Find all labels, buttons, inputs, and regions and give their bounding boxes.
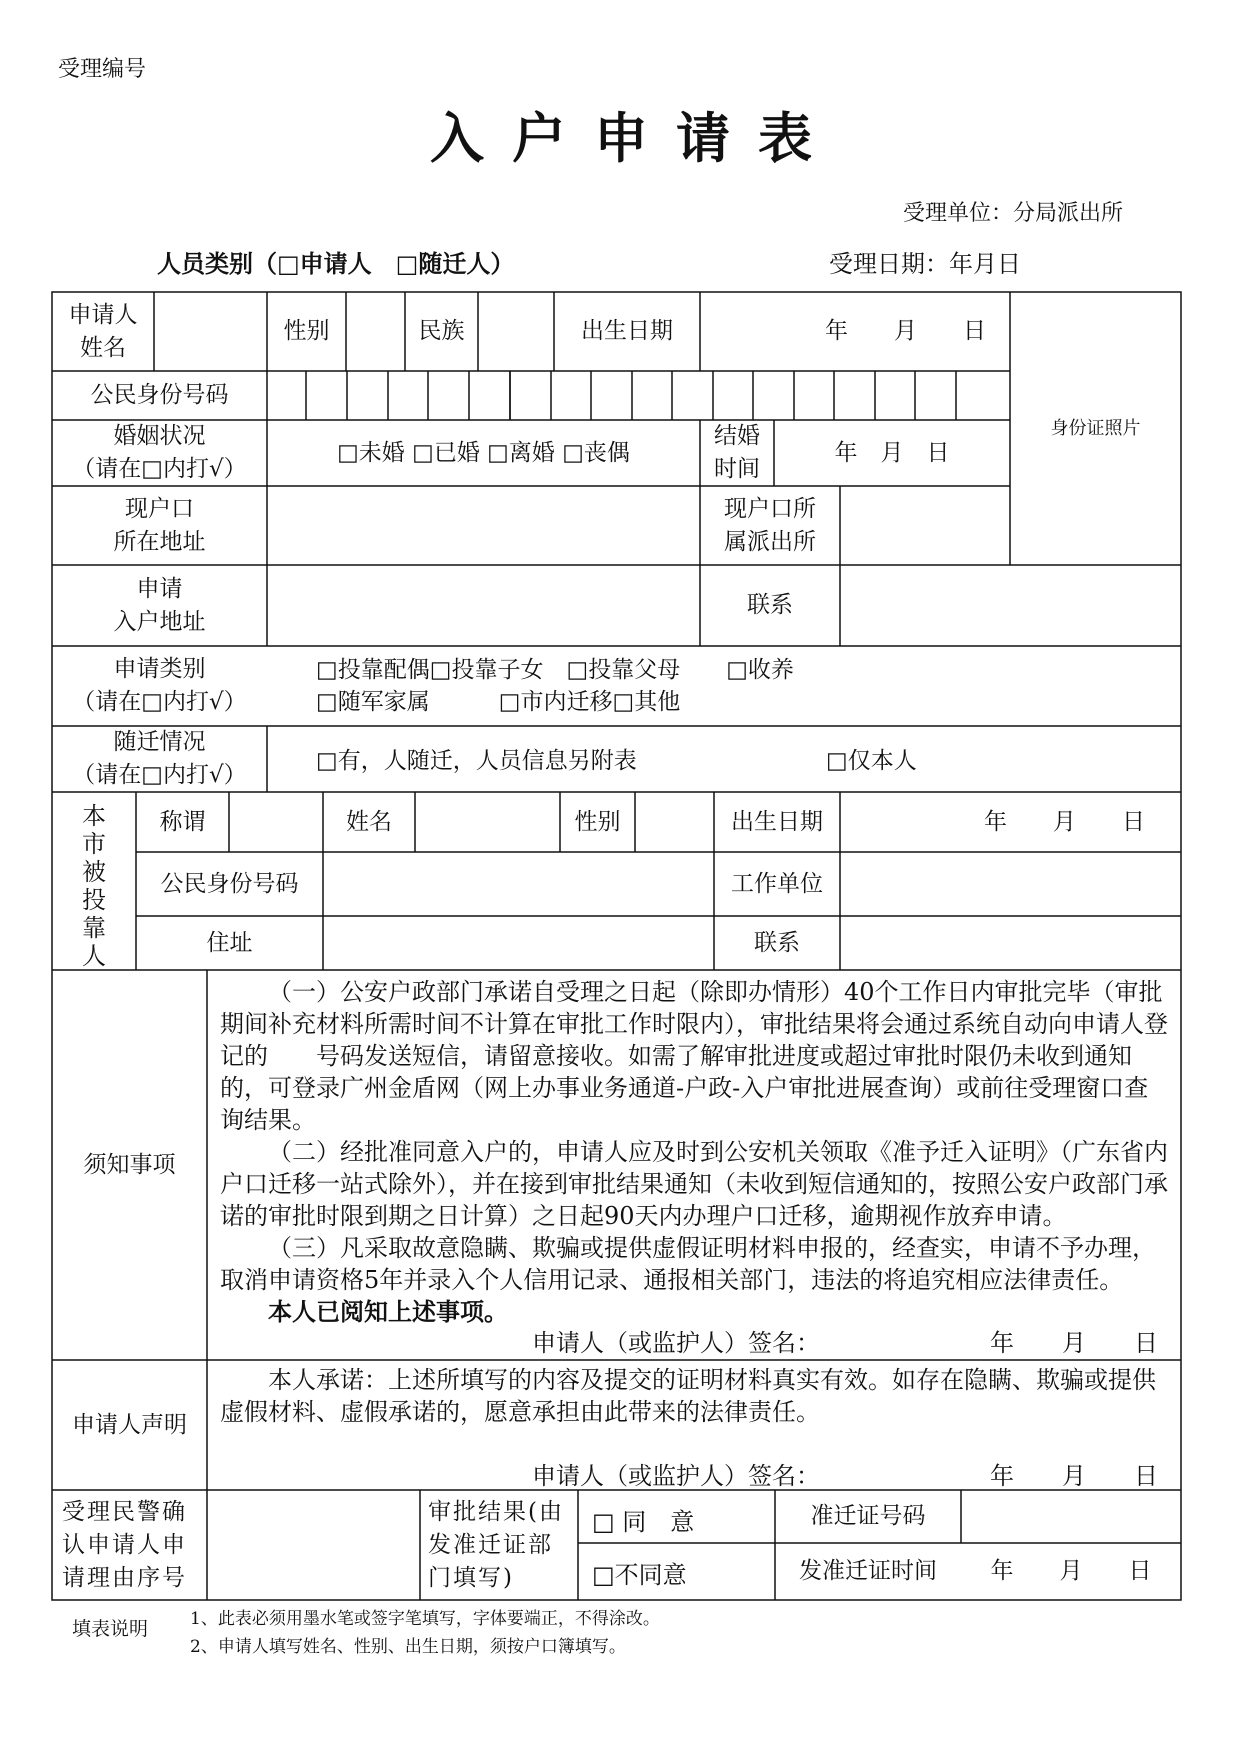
notice-label: 须知事项: [83, 1151, 176, 1178]
police-confirm-label: 受理民警确 认申请人申 请理由序号: [62, 1499, 187, 1591]
ethnicity-field[interactable]: [478, 292, 554, 371]
accept-number-label: 受理编号: [58, 57, 147, 82]
relative-work-field[interactable]: [840, 852, 1181, 916]
applicant-name-label: 申请人 姓名: [68, 301, 138, 361]
id-number-boxes[interactable]: [267, 371, 1010, 420]
notice-paragraph-2: （二）经批准同意入户的，申请人应及时到公安机关领取《准予迁入证明》（广东省内户口迁移一站式除外），并在接到审批结果通知（未收到短信通知的，按照公安户政部门承诺的审批时限到期之日计算）之日起90天内办理户口迁移，逾期视作放弃申请。: [220, 1138, 1168, 1230]
permit-number-field[interactable]: [961, 1490, 1181, 1543]
birth-date-label: 出生日期: [581, 318, 673, 344]
accept-date: 受理日期：年月日: [829, 250, 1021, 278]
gender-field[interactable]: [346, 292, 405, 371]
declaration-text: 本人承诺：上述所填写的内容及提交的证明材料真实有效。如存在隐瞒、欺骗或提供虚假材料、虚假承诺的，愿意承担由此带来的法律责任。: [220, 1366, 1156, 1426]
gender-label: 性别: [283, 318, 330, 344]
declaration-sign-label[interactable]: 申请人（或监护人）签名：: [532, 1462, 820, 1490]
relative-title-label: 称谓: [159, 808, 206, 835]
marital-status-label: 婚姻状况 （请在□内打√）: [72, 423, 247, 482]
id-number-label: 公民身份号码: [90, 382, 229, 408]
relative-title-field[interactable]: [229, 792, 323, 852]
footer-label: 填表说明: [72, 1618, 149, 1640]
apply-address-label: 申请 入户地址: [113, 575, 206, 635]
relative-gender-field[interactable]: [635, 792, 714, 852]
permit-number-label: 准迁证号码: [810, 1503, 926, 1529]
permit-time-field[interactable]: 年 月 日: [990, 1558, 1152, 1584]
apply-address-field[interactable]: [267, 565, 700, 646]
birth-date-field[interactable]: 年 月 日: [825, 318, 986, 344]
declaration-label: 申请人声明: [72, 1411, 187, 1438]
approval-agree-checkbox[interactable]: □ 同 意: [592, 1508, 695, 1536]
relative-contact-field[interactable]: [840, 916, 1181, 970]
marriage-date-field[interactable]: 年 月 日: [834, 439, 950, 466]
contact-label: 联系: [747, 592, 793, 618]
marriage-date-label: 结婚 时间: [714, 423, 760, 482]
relative-name-label: 姓名: [346, 808, 392, 835]
declaration-sign-date[interactable]: 年 月 日: [990, 1462, 1158, 1490]
footer-note-1: 1、此表必须用墨水笔或签字笔填写，字体要端正，不得涂改。: [190, 1609, 660, 1629]
relative-birth-field[interactable]: 年 月 日: [984, 808, 1145, 835]
notice-paragraph-3: （三）凡采取故意隐瞒、欺骗或提供虚假证明材料申报的，经查实，申请不予办理，取消申请资格5年并录入个人信用记录、通报相关部门，违法的将追究相应法律责任。: [220, 1234, 1156, 1294]
apply-type-label: 申请类别 （请在□内打√）: [72, 656, 247, 715]
notice-read-ack: 本人已阅知上述事项。: [268, 1297, 508, 1326]
relative-address-label: 住址: [206, 929, 253, 956]
current-address-field[interactable]: [267, 486, 700, 565]
permit-time-label: 发准迁证时间: [799, 1558, 937, 1584]
relative-contact-label: 联系: [754, 929, 800, 956]
current-address-label: 现户口 所在地址: [113, 495, 206, 555]
ethnicity-label: 民族: [418, 318, 465, 344]
notice-paragraph-1: （一）公安户政部门承诺自受理之日起（除即办情形）40个工作日内审批完毕（审批期间补充材料所需时间不计算在审批工作时限内），审批结果将会通过系统自动向申请人登记的 号码发送短信，请留意接收。如需了解审批进度或超过审批时限仍未收到通知的，可登录广州金盾网（网上办事业务通道-户政-入户审批进展查询）或前往受理窗口查询结果。: [220, 978, 1168, 1134]
relative-birth-label: 出生日期: [731, 808, 823, 835]
applicant-name-field[interactable]: [154, 292, 267, 371]
relative-work-label: 工作单位: [731, 870, 823, 897]
current-police-station-field[interactable]: [840, 486, 1010, 565]
current-police-station-label: 现户口所 属派出所: [724, 495, 816, 555]
follow-status-label: 随迁情况 （请在□内打√）: [72, 729, 247, 788]
notice-sign-label[interactable]: 申请人（或监护人）签名：: [532, 1329, 820, 1357]
accepting-unit: 受理单位：分局派出所: [903, 201, 1124, 226]
marital-status-options[interactable]: □未婚 □已婚 □离婚 □丧偶: [337, 439, 630, 466]
id-photo-area: 身份证照片: [1050, 418, 1141, 439]
contact-field[interactable]: [840, 565, 1181, 646]
police-confirm-field[interactable]: [207, 1490, 420, 1600]
relative-id-label: 公民身份号码: [160, 870, 299, 897]
follow-option-with[interactable]: □有，人随迁，人员信息另附表: [316, 748, 637, 774]
footer-note-2: 2、申请人填写姓名、性别、出生日期，须按户口簿填写。: [190, 1637, 626, 1657]
follow-option-self-only[interactable]: □仅本人: [826, 748, 917, 774]
notice-sign-date[interactable]: 年 月 日: [990, 1329, 1158, 1357]
person-type-checkboxes[interactable]: 人员类别（□申请人 □随迁人）: [157, 249, 515, 278]
relative-id-field[interactable]: [323, 852, 714, 916]
page-title: 入户申请表: [430, 106, 840, 170]
relative-name-field[interactable]: [415, 792, 560, 852]
relative-side-label: 本市被投靠人: [82, 802, 106, 970]
approval-disagree-checkbox[interactable]: □不同意: [592, 1561, 687, 1589]
apply-type-options[interactable]: □投靠配偶□投靠子女 □投靠父母 □收养 □随军家属 □市内迁移□其他: [316, 657, 794, 715]
approval-result-label: 审批结果(由 发准迁证部 门填写): [428, 1499, 564, 1591]
relative-gender-label: 性别: [574, 808, 621, 835]
declaration-body: [220, 1364, 1172, 1428]
relative-address-field[interactable]: [323, 916, 714, 970]
notice-body: [220, 976, 1172, 1328]
